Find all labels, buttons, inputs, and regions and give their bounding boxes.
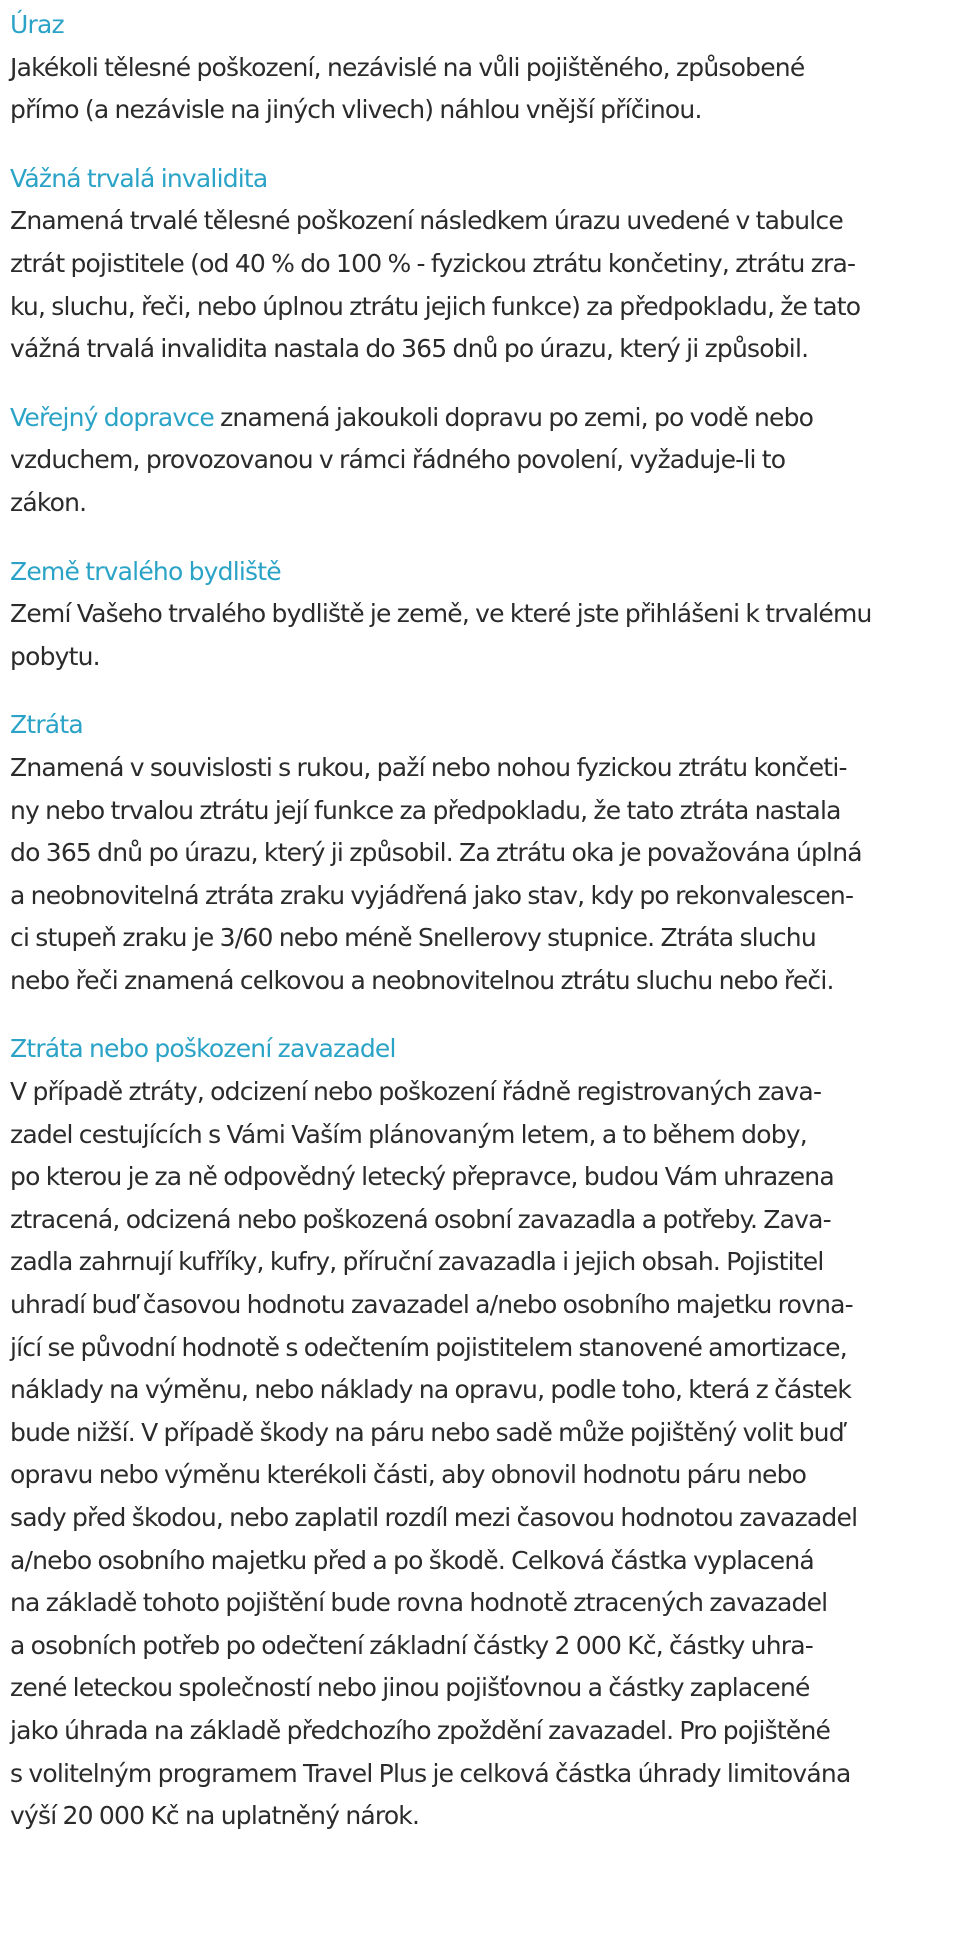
definition-line: a/nebo osobního majetku před a po škodě. Celková částka vyplacená bbox=[10, 1545, 814, 1575]
definition-line: výší 20 000 Kč na uplatněný nárok. bbox=[10, 1801, 420, 1831]
definition-line: ztracená, odcizená nebo poškozená osobní zavazadla a potřeby. Zava- bbox=[10, 1204, 831, 1234]
definition-uraz bbox=[10, 4, 960, 132]
definition-line: náklady na výměnu, nebo náklady na opravu, podle toho, která z částek bbox=[10, 1375, 852, 1405]
definition-ztrata bbox=[10, 704, 960, 1002]
definition-line: přímo (a nezávisle na jiných vlivech) náhlou vnější příčinou. bbox=[10, 95, 702, 125]
definition-line: bude nižší. V případě škody na páru nebo sadě může pojištěný volit buď bbox=[10, 1417, 844, 1447]
definition-line: po kterou je za ně odpovědný letecký přepravce, budou Vám uhrazena bbox=[10, 1162, 834, 1192]
term-heading: Vážná trvalá invalidita bbox=[10, 163, 268, 193]
term-inline: Veřejný dopravce bbox=[10, 402, 214, 432]
definition-vazna-trvala-invalidita bbox=[10, 158, 960, 371]
term-heading: Ztráta bbox=[10, 710, 83, 740]
definition-zeme-trvaleho-bydliste bbox=[10, 551, 960, 679]
definition-line: Jakékoli tělesné poškození, nezávislé na vůli pojištěného, způsobené bbox=[10, 52, 805, 82]
term-heading: Úraz bbox=[10, 10, 64, 39]
definition-line: pobytu. bbox=[10, 641, 100, 671]
definition-line: jako úhrada na základě předchozího zpoždění zavazadel. Pro pojištěné bbox=[10, 1715, 831, 1745]
definition-line: vzduchem, provozovanou v rámci řádného povolení, vyžaduje-li to bbox=[10, 445, 786, 475]
definition-verejny-dopravce bbox=[10, 397, 960, 525]
term-heading: Ztráta nebo poškození zavazadel bbox=[10, 1034, 396, 1064]
definition-line: do 365 dnů po úrazu, který ji způsobil. Za ztrátu oka je považována úplná bbox=[10, 838, 862, 868]
definition-line: opravu nebo výměnu kterékoli části, aby obnovil hodnotu páru nebo bbox=[10, 1460, 807, 1490]
definition-line: Znamená trvalé tělesné poškození následkem úrazu uvedené v tabulce bbox=[10, 206, 843, 236]
definition-line: V případě ztráty, odcizení nebo poškození řádně registrovaných zava- bbox=[10, 1077, 822, 1107]
definition-line: ztrát pojistitele (od 40 % do 100 % - fyzickou ztrátu končetiny, ztrátu zra- bbox=[10, 248, 856, 278]
definition-line: sady před škodou, nebo zaplatil rozdíl mezi časovou hodnotou zavazadel bbox=[10, 1503, 858, 1532]
definition-ztrata-nebo-poskozeni-zavazadel bbox=[10, 1028, 960, 1837]
definition-line: zadel cestujících s Vámi Vaším plánovaným letem, a to během doby, bbox=[10, 1119, 807, 1149]
term-heading: Země trvalého bydliště bbox=[10, 556, 281, 586]
definition-first-line bbox=[10, 397, 960, 440]
definition-line: s volitelným programem Travel Plus je celková částka úhrady limitována bbox=[10, 1758, 851, 1788]
definition-line: jící se původní hodnotě s odečtením pojistitelem stanovené amortizace, bbox=[10, 1332, 847, 1362]
definition-line: vážná trvalá invalidita nastala do 365 dnů po úrazu, který ji způsobil. bbox=[10, 334, 809, 364]
definition-line: uhradí buď časovou hodnotu zavazadel a/nebo osobního majetku rovna- bbox=[10, 1290, 853, 1320]
definition-line: zadla zahrnují kufříky, kufry, příruční zavazadla i jejich obsah. Pojistitel bbox=[10, 1247, 824, 1277]
definition-line: a osobních potřeb po odečtení základní částky 2 000 Kč, částky uhra- bbox=[10, 1630, 813, 1660]
definition-line: zákon. bbox=[10, 487, 87, 517]
definition-line: ci stupeň zraku je 3/60 nebo méně Snellerovy stupnice. Ztráta sluchu bbox=[10, 923, 816, 953]
definition-text: znamená jakoukoli dopravu po zemi, po vodě nebo bbox=[213, 402, 814, 432]
definition-line: ny nebo trvalou ztrátu její funkce za předpokladu, že tato ztráta nastala bbox=[10, 795, 841, 825]
definition-line: Zemí Vašeho trvalého bydliště je země, ve které jste přihlášeni k trvalému bbox=[10, 599, 872, 629]
definition-line: a neobnovitelná ztráta zraku vyjádřená jako stav, kdy po rekonvalescen- bbox=[10, 880, 854, 910]
definition-line: nebo řeči znamená celkovou a neobnovitelnou ztrátu sluchu nebo řeči. bbox=[10, 965, 834, 995]
definition-line: Znamená v souvislosti s rukou, paží nebo nohou fyzickou ztrátu končeti- bbox=[10, 752, 847, 782]
definition-line: ku, sluchu, řeči, nebo úplnou ztrátu jejich funkce) za předpokladu, že tato bbox=[10, 291, 861, 321]
definition-line: na základě tohoto pojištění bude rovna hodnotě ztracených zavazadel bbox=[10, 1588, 828, 1618]
definition-line: zené leteckou společností nebo jinou pojišťovnou a částky zaplacené bbox=[10, 1673, 810, 1703]
